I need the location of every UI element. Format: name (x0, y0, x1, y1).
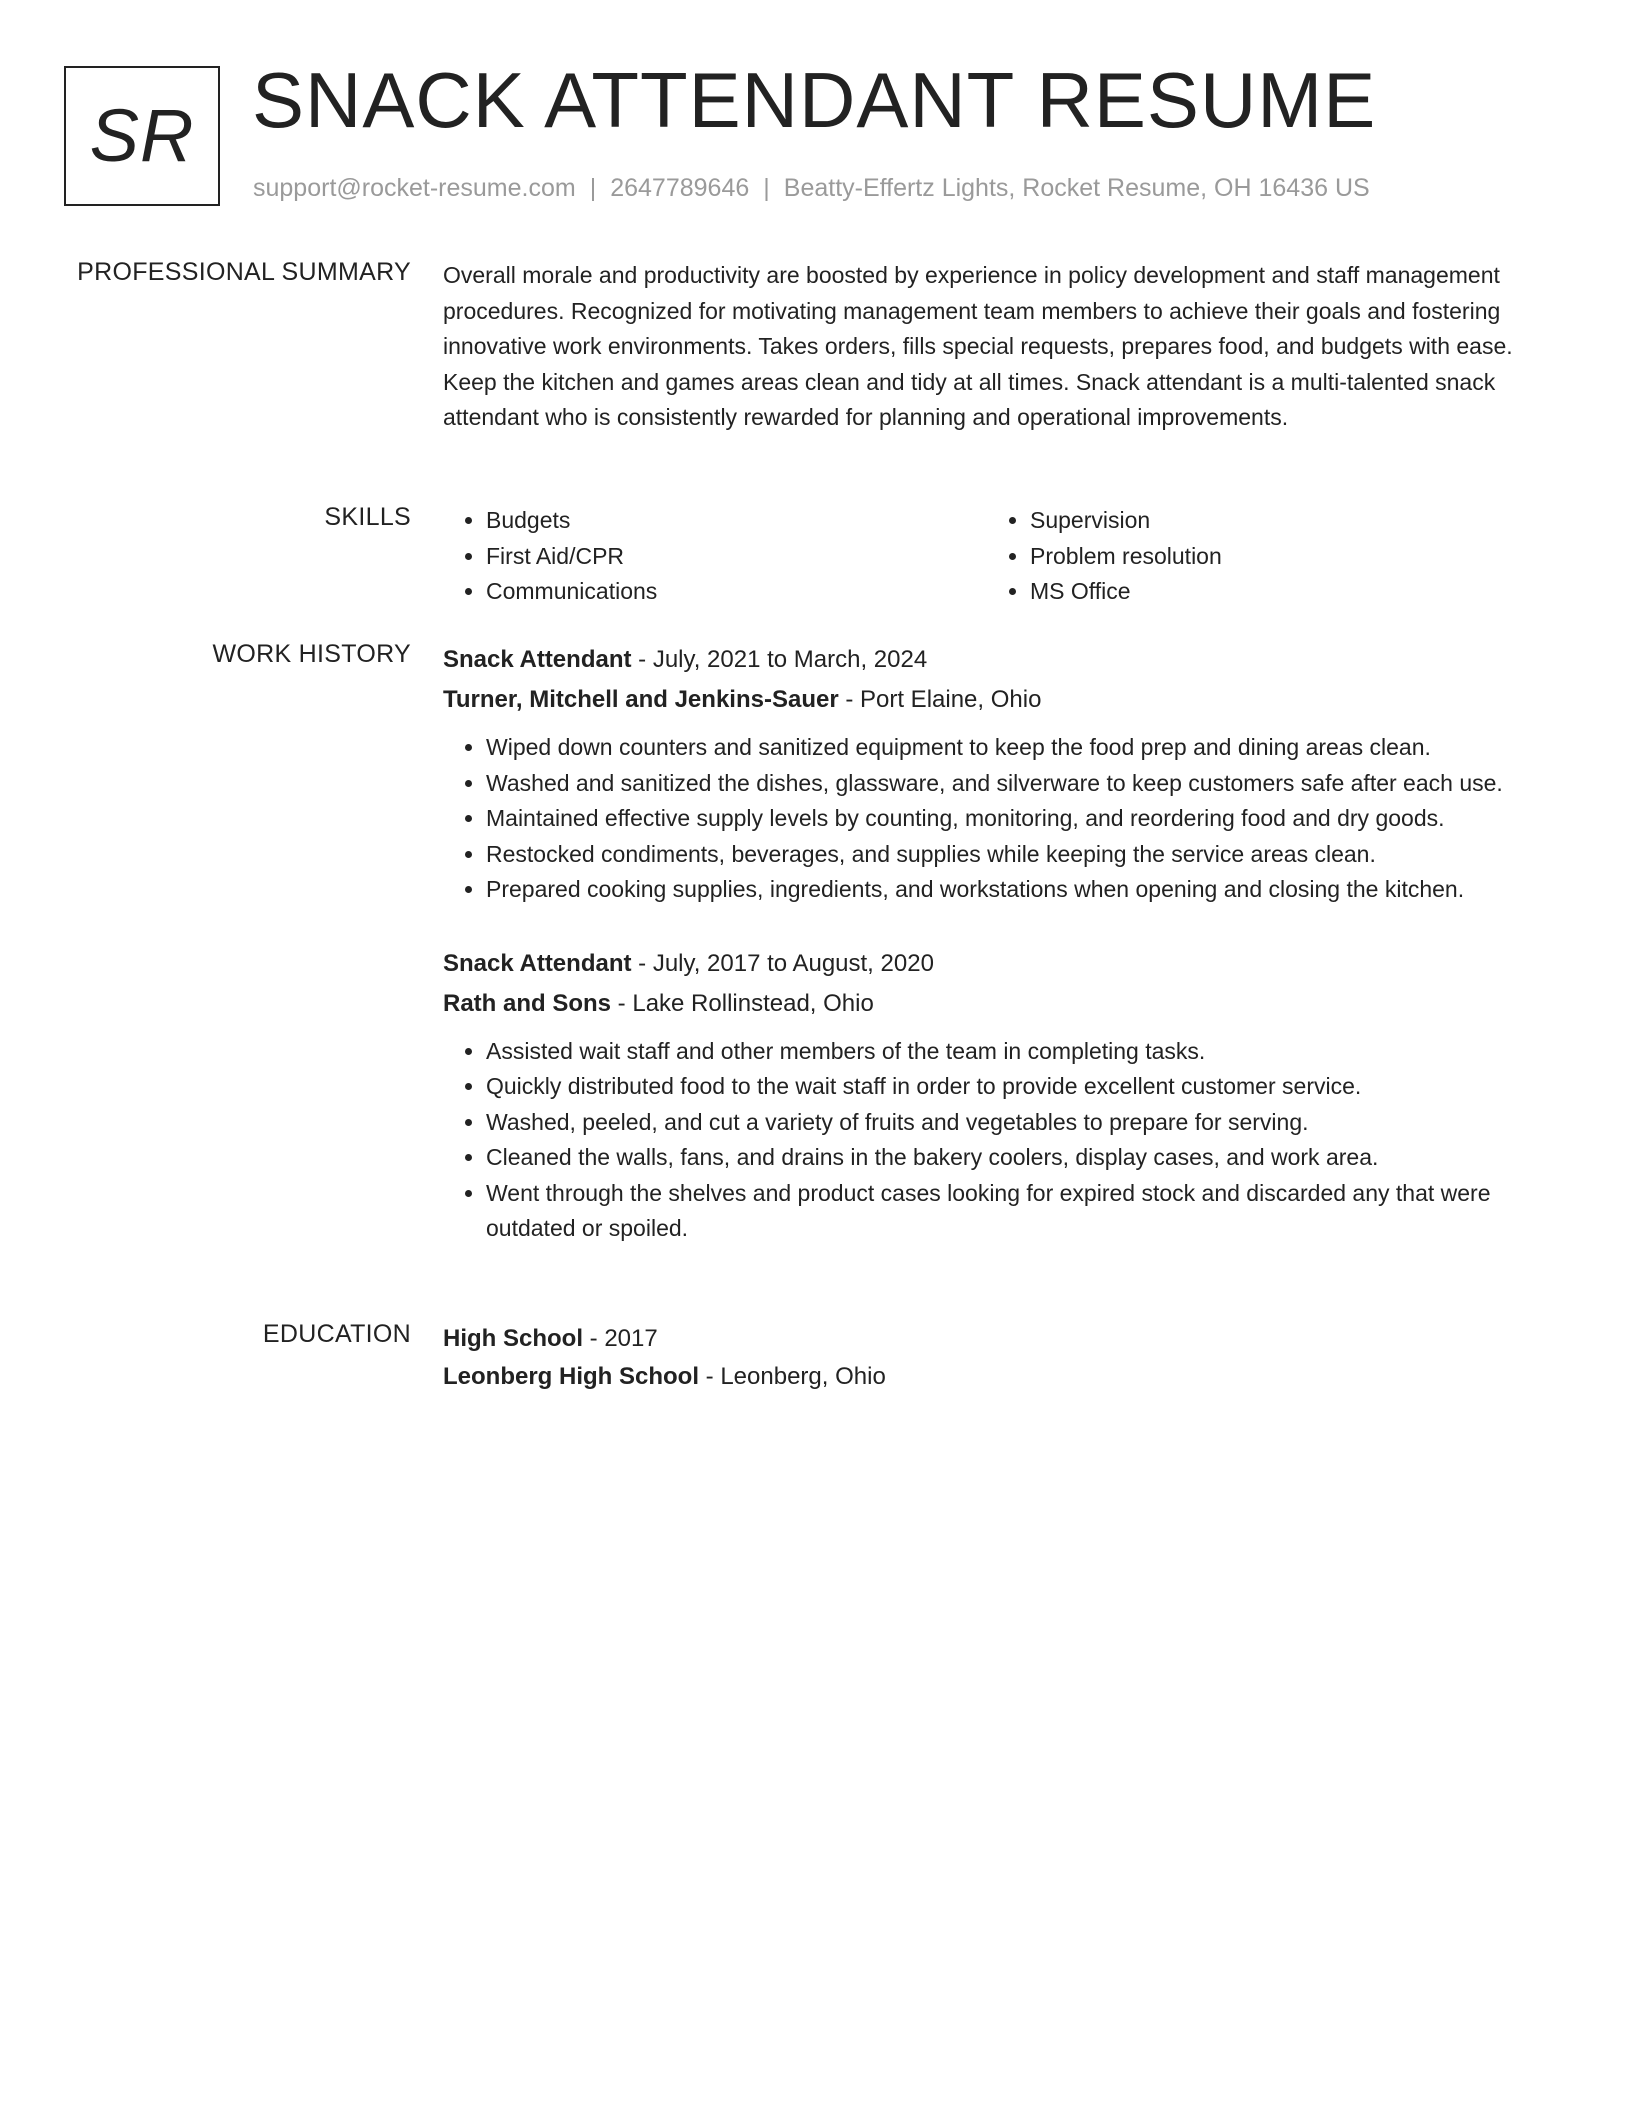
summary-text: Overall morale and productivity are boosted by experience in policy development and staff management procedures. Recognized for motivating management team members to achieve their goals and fostering innovative work environments. Takes orders, fills special requests, prepares food, and budgets with ease. Keep the kitchen and games areas clean and tidy at all times. Snack attendant is a multi-talented snack attendant who is consistently rewarded for planning and operational improvements. (443, 262, 1513, 430)
job-company: Rath and Sons (443, 989, 612, 1017)
education-heading: EDUCATION (262, 1320, 411, 1348)
contact-separator: | (589, 174, 597, 202)
education-school-line (443, 1358, 1551, 1396)
monogram-box (64, 66, 220, 206)
job-duty: • Washed, peeled, and cut a variety of fruits and vegetables to prepare for serving. (486, 1105, 1551, 1141)
job-duty: • Maintained effective supply levels by counting, monitoring, and reordering food and dry goods. (486, 801, 1551, 837)
job-company: Turner, Mitchell and Jenkins-Sauer (443, 686, 839, 713)
skills-heading: SKILLS (324, 503, 411, 531)
job-duty: • Quickly distributed food to the wait staff in order to provide excellent customer service. (486, 1069, 1551, 1105)
education-degree-line (443, 1320, 1551, 1358)
job-location: - Port Elaine, Ohio (838, 686, 1042, 713)
education-school: Leonberg High School (443, 1363, 699, 1390)
job-entry (443, 640, 1551, 908)
skill-item: • MS Office (1030, 574, 1531, 610)
contact-phone: 2647789646 (610, 174, 750, 202)
job-title-line (443, 944, 1551, 984)
job-duties-list (443, 730, 1551, 908)
job-dates: - July, 2017 to August, 2020 (631, 949, 934, 977)
contact-email: support@rocket-resume.com (253, 174, 576, 202)
job-company-line (443, 984, 1551, 1024)
job-duty: • Restocked condiments, beverages, and supplies while keeping the service areas clean. (486, 837, 1551, 873)
resume-title: SNACK ATTENDANT RESUME (252, 56, 1377, 144)
job-entry (443, 944, 1551, 1247)
job-location: - Lake Rollinstead, Ohio (611, 989, 874, 1017)
contact-line (253, 174, 1370, 203)
skills-list-right (987, 503, 1531, 610)
education-body (443, 1320, 1551, 1396)
skill-item: • First Aid/CPR (486, 539, 987, 575)
job-title-line (443, 640, 1551, 680)
job-duty: • Went through the shelves and product cases looking for expired stock and discarded any that were outdated or spoiled. (486, 1176, 1551, 1247)
job-duty: • Washed and sanitized the dishes, glassware, and silverware to keep customers safe after each use. (486, 766, 1551, 802)
education-location: - Leonberg, Ohio (699, 1363, 886, 1390)
skill-item: • Supervision (1030, 503, 1531, 539)
job-company-line (443, 680, 1551, 720)
skills-list-left (443, 503, 987, 610)
job-dates: - July, 2021 to March, 2024 (631, 646, 928, 673)
work-history-heading: WORK HISTORY (212, 640, 411, 668)
monogram-initials: SR (89, 94, 195, 177)
contact-address: Beatty-Effertz Lights, Rocket Resume, OH 16436 US (783, 174, 1370, 202)
job-duty: • Assisted wait staff and other members of the team in completing tasks. (486, 1034, 1551, 1070)
job-title: Snack Attendant (443, 949, 632, 977)
job-duty: • Cleaned the walls, fans, and drains in the bakery coolers, display cases, and work area. (486, 1140, 1551, 1176)
contact-separator: | (763, 174, 770, 202)
job-duties-list (443, 1034, 1551, 1247)
summary-body (443, 258, 1551, 436)
skill-item: • Budgets (486, 503, 987, 539)
skill-item: • Problem resolution (1030, 539, 1531, 575)
education-year: - 2017 (583, 1325, 658, 1352)
summary-heading: PROFESSIONAL SUMMARY (77, 258, 411, 286)
job-title: Snack Attendant (443, 646, 632, 673)
work-history-body (443, 640, 1551, 1247)
job-duty: • Prepared cooking supplies, ingredients, and workstations when opening and closing the kitchen. (486, 872, 1551, 908)
job-duty: • Wiped down counters and sanitized equipment to keep the food prep and dining areas clean. (486, 730, 1551, 766)
education-degree: High School (443, 1325, 583, 1352)
skills-body (443, 503, 1551, 610)
skill-item: • Communications (486, 574, 987, 610)
